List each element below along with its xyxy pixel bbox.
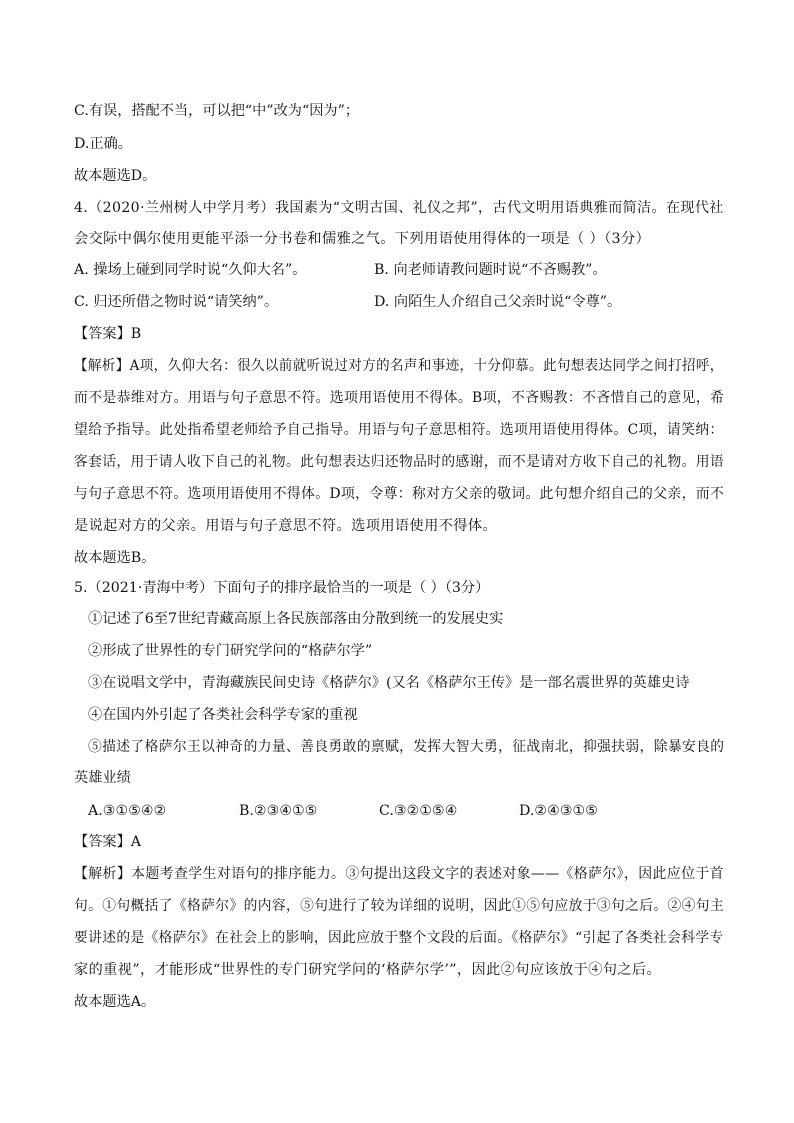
question-5-explanation-line1: 【解析】本题考查学生对语句的排序能力。③句提出这段文字的表述对象——《格萨尔》，因此应位于首 xyxy=(74,866,724,882)
question-5-explanation-line4: 家的重视”，才能形成“世界性的专门研究学问的‘格萨尔学’”，因此②句应该放于④句之后。 xyxy=(74,962,662,978)
question-5-sentence-3: ③在说唱文学中，青海藏族民间史诗《格萨尔》(又名《格萨尔王传》是一部名震世界的英雄史诗 xyxy=(88,675,690,691)
question-4-explanation-line1: 【解析】A项，久仰大名：很久以前就听说过对方的名声和事迹，十分仰慕。此句想表达同学之间打招呼， xyxy=(74,358,724,374)
question-5-sentence-2: ②形成了世界性的专门研究学问的“格萨尔学” xyxy=(88,643,373,659)
question-5-sentence-5-line2: 英雄业绩 xyxy=(74,770,131,786)
question-5-option-a: A.③①⑤④② xyxy=(88,803,167,819)
question-4-explanation-line2: 而不是恭维对方。用语与句子意思不符。选项用语使用不得体。B项，不吝赐教：不吝惜自己的意见，希 xyxy=(74,390,725,406)
question-5-sentence-4: ④在国内外引起了各类社会科学专家的重视 xyxy=(88,707,358,723)
prev-conclusion: 故本题选D。 xyxy=(74,168,157,184)
question-4-explanation-line4: 客套话，用于请人收下自己的礼物。此句想表达归还物品时的感谢，而不是请对方收下自己的礼物。用语 xyxy=(74,454,725,470)
question-5-explanation-line2: 句。①句概括了《格萨尔》的内容，⑤句进行了较为详细的说明，因此①⑤句应放于③句之后。②④句主 xyxy=(74,898,725,914)
question-4-option-a: A. 操场上碰到同学时说“久仰大名”。 xyxy=(74,262,307,278)
question-5-conclusion: 故本题选A。 xyxy=(74,994,156,1010)
question-5-explanation-line3: 要讲述的是《格萨尔》在社会上的影响，因此应放于整个文段的后面。《格萨尔》“引起了各类社会科学专 xyxy=(74,930,724,946)
question-5-sentence-1: ①记述了6至7世纪青藏高原上各民族部落由分散到统一的发展史实 xyxy=(88,611,504,627)
question-5-sentence-5-line1: ⑤描述了格萨尔王以神奇的力量、善良勇敢的禀赋，发挥大智大勇，征战南北，抑强扶弱，除暴安良的 xyxy=(88,739,725,755)
question-4-answer: 【答案】B xyxy=(74,326,142,342)
question-5-option-b: B.②③④①⑤ xyxy=(239,803,318,819)
prev-answer-line-d: D.正确。 xyxy=(74,136,132,152)
question-4-explanation-line6: 是说起对方的父亲。用语与句子意思不符。选项用语使用不得体。 xyxy=(74,518,498,534)
question-5-option-d: D.②④③①⑤ xyxy=(519,803,598,819)
question-4-conclusion: 故本题选B。 xyxy=(74,550,156,566)
question-4-explanation-line3: 望给予指导。此处指希望老师给予自己指导。用语与句子意思相符。选项用语使用得体。C项，请笑纳： xyxy=(74,422,724,438)
question-4-option-d: D. 向陌生人介绍自己父亲时说“令尊”。 xyxy=(374,294,622,310)
question-4-stem-line2: 会交际中偶尔使用更能平添一分书卷和儒雅之气。下列用语使用得体的一项是（ ）（3分） xyxy=(74,231,651,247)
question-4-option-b: B. 向老师请教问题时说“不吝赐教”。 xyxy=(374,262,607,278)
question-5-stem: 5.（2021·青海中考）下面句子的排序最恰当的一项是（ ）（3分） xyxy=(74,580,490,596)
question-4-explanation-line5: 与句子意思不符。选项用语使用不得体。D项，令尊：称对方父亲的敬词。此句想介绍自己的父亲，而不 xyxy=(74,486,725,502)
question-4-option-c: C. 归还所借之物时说“请笑纳”。 xyxy=(74,294,279,310)
question-4-stem-line1: 4.（2020·兰州树人中学月考）我国素为“文明古国、礼仪之邦”，古代文明用语典雅而简洁。在现代社 xyxy=(74,200,724,216)
question-5-answer: 【答案】A xyxy=(74,834,141,850)
question-5-option-c: C.③②①⑤④ xyxy=(379,803,458,819)
prev-answer-line-c: C.有误，搭配不当，可以把“中”改为“因为”； xyxy=(74,103,360,119)
